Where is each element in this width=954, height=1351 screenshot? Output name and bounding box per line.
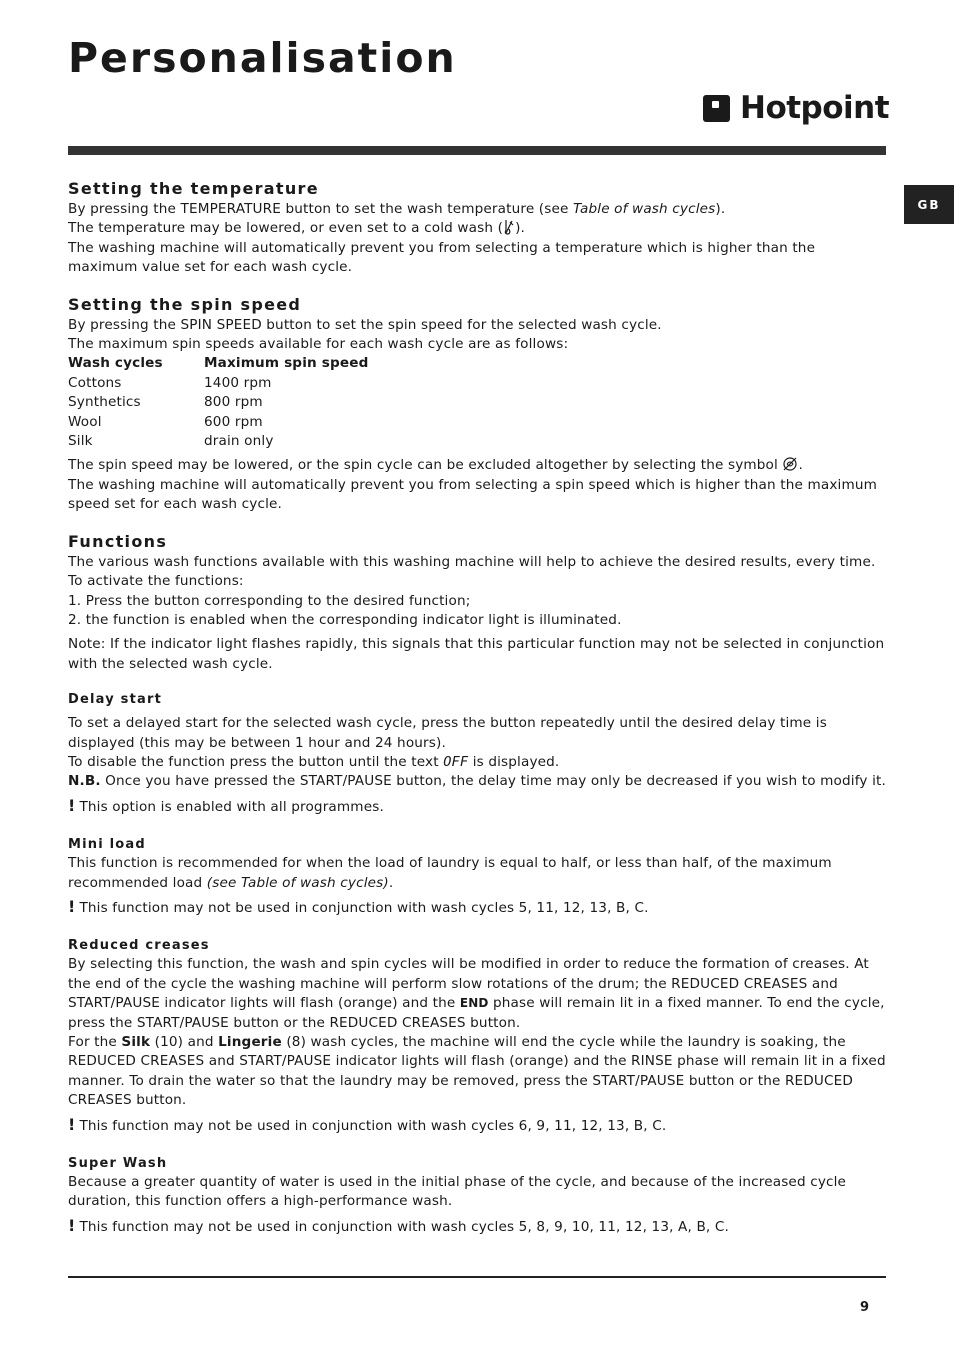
delay-warning: ! This option is enabled with all programmes. <box>68 795 384 815</box>
table-cell-cycle: Silk <box>68 433 93 450</box>
mini-load-paragraph: This function is recommended for when the load of laundry is equal to half, or less than half, of the maximum recommended load (see Table of wash cycles). <box>68 855 832 891</box>
cold-wash-icon <box>503 219 515 235</box>
functions-note: Note: If the indicator light flashes rapidly, this signals that this particular function may not be selected in conjunction with the selected wash cycle. <box>68 636 885 672</box>
temperature-paragraph: By pressing the TEMPERATURE button to set the wash temperature (see Table of wash cycles). The temperature may be lowered, or even set to a cold wash ( ). The washing machine will automatically prevent you from selecting a temperature which is higher than the maximum value set for each wash cycle. <box>68 201 816 276</box>
language-tab: GB <box>904 185 954 224</box>
warning-icon: ! <box>68 1215 76 1235</box>
spin-intro: By pressing the SPIN SPEED button to set the spin speed for the selected wash cycle. The maximum spin speeds available for each wash cycle are as follows: <box>68 316 662 353</box>
table-cell-speed: 1400 rpm <box>204 374 272 391</box>
table-reference: (see Table of wash cycles) <box>206 874 389 891</box>
reduced-creases-paragraph: By selecting this function, the wash and spin cycles will be modified in order to reduce the formation of creases. At the end of the cycle the washing machine will perform slow rotations of the drum; the REDUCED CREASES and START/PAUSE indicator lights will flash (orange) and the END phase will remain lit in a fixed manner. To end the cycle, press the START/PAUSE button or the REDUCED CREASES button. For the Silk (10) and Lingerie (8) wash cycles, the machine will end the cycle while the laundry is soaking, the REDUCED CREASES and START/PAUSE indicator lights will flash (orange) and the RINSE phase will remain lit in a fixed manner. To drain the water so that the laundry may be removed, press the START/PAUSE button or the REDUCED CREASES button. <box>68 956 886 1109</box>
heading-super-wash: Super Wash <box>68 1156 168 1172</box>
heading-functions: Functions <box>68 531 168 551</box>
page-number: 9 <box>860 1300 870 1315</box>
warning-icon: ! <box>68 896 76 916</box>
table-cell-cycle: Synthetics <box>68 394 141 411</box>
table-cell-speed: drain only <box>204 433 274 450</box>
top-divider <box>68 146 886 155</box>
table-reference: Table of wash cycles <box>572 201 716 217</box>
heading-delay-start: Delay start <box>68 692 162 708</box>
spin-speed-table <box>68 354 886 451</box>
end-display-text: END <box>459 996 489 1011</box>
heading-spin-speed: Setting the spin speed <box>68 294 302 314</box>
page-title: Personalisation <box>68 34 457 82</box>
hotpoint-logo <box>703 90 889 126</box>
reduced-creases-warning: ! This function may not be used in conjunction with wash cycles 6, 9, 11, 12, 13, B, C. <box>68 1114 667 1134</box>
functions-intro: The various wash functions available with this washing machine will help to achieve the desired results, every time. To activate the functions: 1. Press the button corresponding to the desired function; 2. the function is enabled when the corresponding indicator light is illuminated. <box>68 553 876 628</box>
table-cell-cycle: Wool <box>68 413 102 430</box>
heading-reduced-creases: Reduced creases <box>68 938 210 954</box>
heading-temperature: Setting the temperature <box>68 179 319 198</box>
logo-text: Hotpoint <box>740 90 890 126</box>
no-spin-icon <box>782 456 798 472</box>
super-wash-warning: ! This function may not be used in conjunction with wash cycles 5, 8, 9, 10, 11, 12, 13, A, B, C. <box>68 1215 729 1235</box>
heading-mini-load: Mini load <box>68 837 146 853</box>
table-header-cycle: Wash cycles <box>68 355 163 372</box>
spin-notes: The spin speed may be lowered, or the spin cycle can be excluded altogether by selecting the symbol . The washing machine will automatically prevent you from selecting a spin speed which is higher than the maximum speed set for each wash cycle. <box>68 457 877 513</box>
bottom-divider <box>68 1276 886 1278</box>
main-content <box>68 178 886 1237</box>
warning-icon: ! <box>68 1114 76 1134</box>
warning-icon: ! <box>68 795 76 815</box>
nb-label: N.B. <box>68 773 101 790</box>
mini-load-warning: ! This function may not be used in conjunction with wash cycles 5, 11, 12, 13, B, C. <box>68 896 649 916</box>
logo-mark-icon <box>703 95 730 122</box>
delay-paragraph: To set a delayed start for the selected wash cycle, press the button repeatedly until the desired delay time is displayed (this may be between 1 hour and 24 hours). To disable the function press the button until the text OFF is displayed. N.B. Once you have pressed the START/PAUSE button, the delay time may only be decreased if you wish to modify it. <box>68 715 886 790</box>
table-cell-cycle: Cottons <box>68 374 122 391</box>
table-cell-speed: 800 rpm <box>204 394 263 411</box>
off-display-text: OFF <box>443 753 469 770</box>
super-wash-paragraph: Because a greater quantity of water is used in the initial phase of the cycle, and because of the increased cycle duration, this function offers a high-performance wash. <box>68 1174 847 1210</box>
table-header-speed: Maximum spin speed <box>204 355 369 372</box>
table-cell-speed: 600 rpm <box>204 413 263 430</box>
